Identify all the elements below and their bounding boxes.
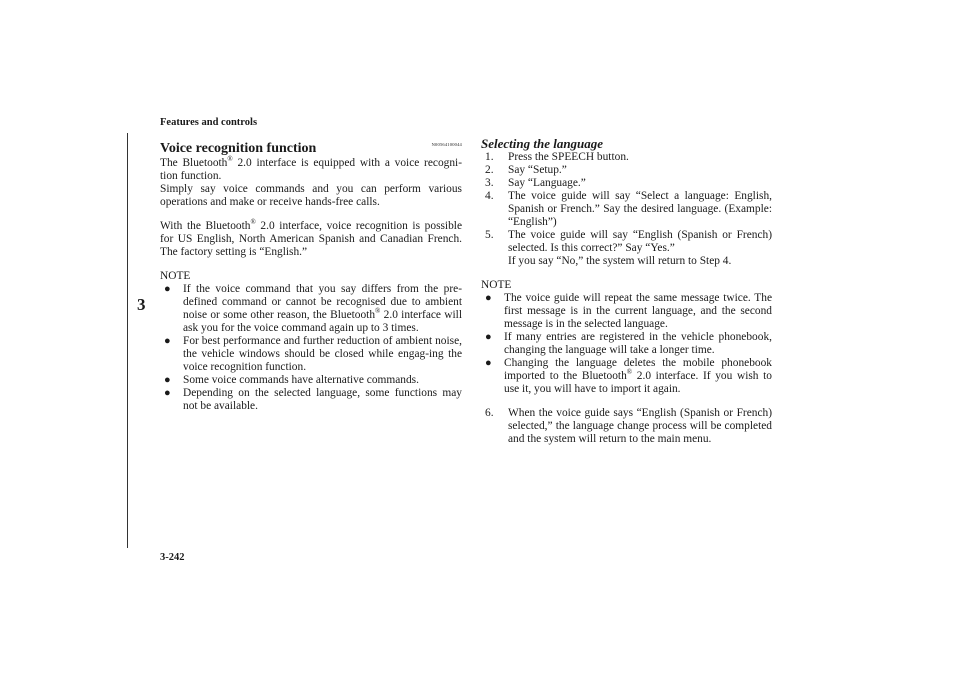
language-paragraph: With the Bluetooth® 2.0 interface, voice recognition is possible for US English, North American Spanish and Canadian French. The factory setting is “English.”	[160, 218, 463, 258]
section-title-text: Voice recognition function	[160, 141, 317, 156]
left-column	[160, 136, 462, 413]
section-code: N00564100044	[431, 142, 462, 147]
list-item: 5. The voice guide will say “English (Spanish or French) selected. Is this correct?” Say “Yes.” If you say “No,” the system will return to Step 4.	[485, 229, 772, 267]
list-item: ● The voice guide will repeat the same message twice. The first message is in the current language, and the second message is in the selected language.	[485, 292, 772, 330]
list-item: 3. Say “Language.”	[485, 177, 586, 189]
list-item: ● Some voice commands have alternative commands.	[164, 374, 419, 386]
note-label: NOTE	[481, 279, 512, 291]
note-label: NOTE	[160, 270, 191, 282]
registered-mark: ®	[250, 218, 256, 227]
bullet-icon: ●	[164, 387, 171, 399]
list-item: ● If many entries are registered in the vehicle phonebook, changing the language will take a longer time.	[485, 331, 772, 356]
list-item: ● Depending on the selected language, some functions may not be available.	[164, 387, 462, 412]
section-title	[160, 136, 462, 157]
page-number: 3-242	[160, 552, 185, 563]
right-column	[481, 136, 772, 446]
chapter-divider	[127, 133, 128, 548]
step-list	[481, 151, 772, 268]
list-item: 4. The voice guide will say “Select a language: English, Spanish or French.” Say the desired language. (Example: “English”)	[485, 190, 772, 228]
list-item: 2. Say “Setup.”	[485, 164, 567, 176]
step-list	[481, 407, 772, 446]
list-item: 1. Press the SPEECH button.	[485, 151, 629, 163]
bullet-icon: ●	[485, 357, 492, 369]
list-item: ● If the voice command that you say differs from the pre-defined command or cannot be recognised due to ambient noise or some other reason, the Bluetooth® 2.0 interface will ask you for the voice command again up to 3 times.	[164, 283, 462, 334]
list-item: ● Changing the language deletes the mobile phonebook imported to the Bluetooth® 2.0 interface. If you wish to use it, you will have to import it again.	[485, 357, 773, 395]
page-header: Features and controls	[160, 117, 258, 128]
note-list	[481, 292, 772, 396]
subsection-title: Selecting the language	[481, 136, 604, 151]
bullet-icon: ●	[164, 335, 171, 347]
list-item: 6. When the voice guide says “English (Spanish or French) selected,” the language change process will be completed and the system will return to the main menu.	[485, 407, 772, 445]
usage-paragraph: Simply say voice commands and you can perform various operations and make or receive hands-free calls.	[160, 183, 462, 208]
chapter-tab: 3	[137, 295, 146, 314]
registered-mark: ®	[375, 307, 381, 316]
note-list	[160, 283, 462, 413]
bullet-icon: ●	[485, 331, 492, 343]
registered-mark: ®	[626, 368, 633, 377]
list-item: ● For best performance and further reduction of ambient noise, the vehicle windows should be closed while engag-ing the voice recognition function.	[164, 335, 462, 373]
registered-mark: ®	[227, 155, 233, 164]
bullet-icon: ●	[485, 292, 492, 304]
bullet-icon: ●	[164, 283, 171, 295]
intro-paragraph: The Bluetooth® 2.0 interface is equipped with a voice recogni-tion function.	[160, 155, 462, 182]
bullet-icon: ●	[164, 374, 171, 386]
